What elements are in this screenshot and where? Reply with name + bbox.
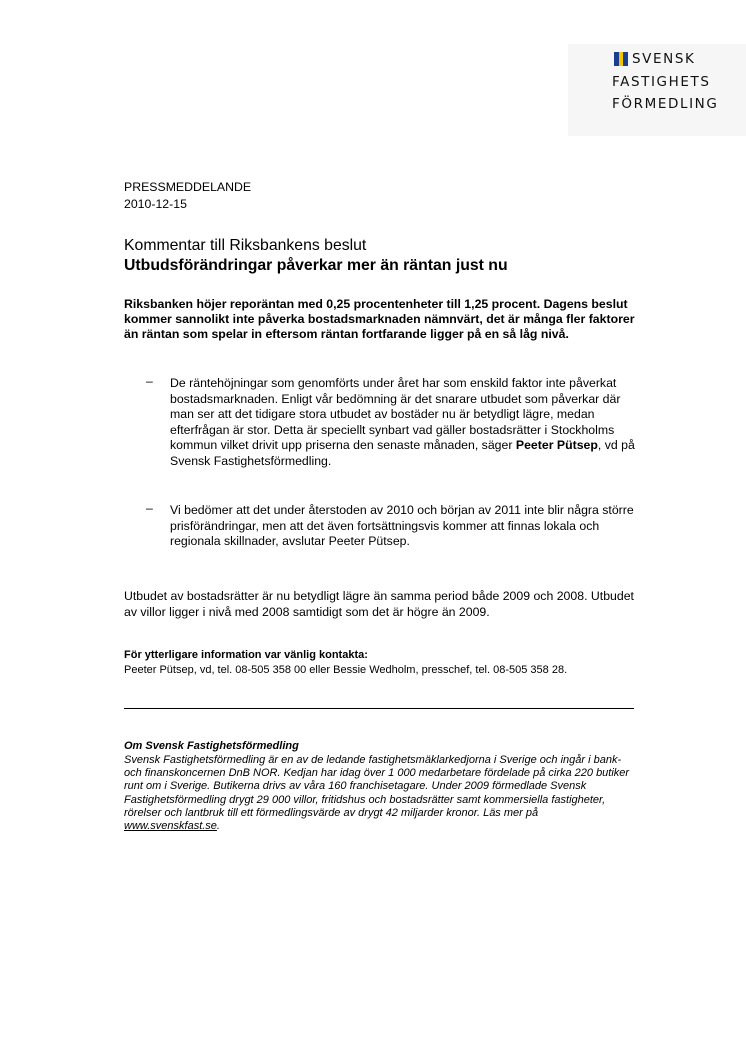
bullet-text: De räntehöjningar som genomförts under året har som enskild faktor inte påverkat bostadsmarknaden. Enligt vår bedömning är det snarare utbudet som påverkar där man ser att det tidigare stora utbudet av bostäder nu är betydligt lägre, medan efterfrågan är stor. Detta är speciellt synbart vad gäller bostadsrätter i Stockholms kommun vilket drivit upp priserna den senaste månaden, säger	[170, 376, 621, 453]
logo-line-2: FASTIGHETS	[612, 74, 711, 90]
divider	[124, 708, 634, 709]
bullet-marker: –	[146, 501, 153, 515]
about-body: Svensk Fastighetsförmedling är en av de ledande fastighetsmäklarkedjorna i Sverige och ingår i bank- och finanskoncernen DnB NOR. Kedjan har idag över 1 000 medarbetare fördelade på cirka 220 butiker runt om i Sverige. Butikerna drivs av våra 160 franchisetagare. Under 2009 förmedlade Svensk Fastighetsförmedling drygt 29 000 villor, fritidshus och bostadsrätter samt kommersiella fastigheter, rörelser och lantbruk till ett förmedlingsvärde av drygt 42 miljarder kronor. Läs mer på	[124, 754, 630, 819]
website-link[interactable]: www.svenskfast.se	[124, 820, 217, 833]
logo-line-1: SVENSK	[632, 51, 696, 67]
summary-paragraph: Utbudet av bostadsrätter är nu betydligt lägre än samma period både 2009 och 2008. Utbudet av villor ligger i nivå med 2008 samtidigt som det är högre än 2009.	[124, 589, 634, 619]
title-kicker: Kommentar till Riksbankens beslut	[124, 237, 367, 254]
release-date: 2010-12-15	[124, 197, 187, 211]
contact-text: Peeter Pütsep, vd, tel. 08-505 358 00 eller Bessie Wedholm, presschef, tel. 08-505 358 28.	[124, 664, 568, 676]
contact-heading: För ytterligare information var vänlig kontakta:	[124, 649, 368, 661]
bullet-text-end: , vd på Svensk Fastighetsförmedling.	[170, 438, 635, 468]
about-end: .	[216, 820, 220, 833]
bullet-marker: –	[146, 374, 153, 388]
bullet-item: Vi bedömer att det under återstoden av 2010 och början av 2011 inte blir några större prisförändringar, men att det även fortsättningsvis kommer att finnas lokala och regionala skillnader, avslutar Peeter Pütsep.	[170, 503, 634, 549]
bullet-bold-name: Peeter Pütsep	[515, 438, 598, 453]
bullet-item	[170, 376, 640, 470]
about-heading: Om Svensk Fastighetsförmedling	[124, 740, 299, 752]
press-release-label: PRESSMEDDELANDE	[124, 180, 252, 194]
headline: Utbudsförändringar påverkar mer än räntan just nu	[124, 257, 508, 274]
lead-paragraph: Riksbanken höjer reporäntan med 0,25 procentenheter till 1,25 procent. Dagens beslut kommer sannolikt inte påverka bostadsmarknaden nämnvärt, det är många fler faktorer än räntan som spelar in eftersom räntan fortfarande ligger på en så låg nivå.	[124, 297, 635, 342]
about-text	[124, 754, 634, 833]
swedish-flag-icon	[614, 52, 628, 66]
logo-line-3: FÖRMEDLING	[612, 96, 719, 112]
